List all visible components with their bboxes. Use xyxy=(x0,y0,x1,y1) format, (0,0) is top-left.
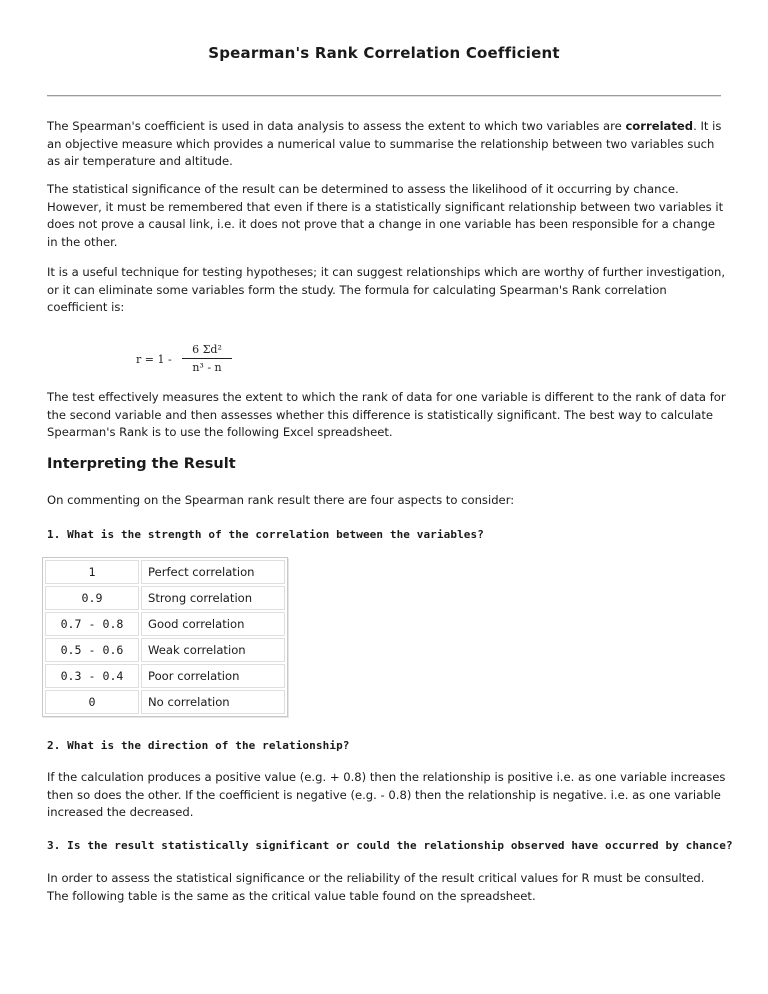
strength-description-cell: Weak correlation xyxy=(141,638,285,662)
question-2: 2. What is the direction of the relationship? xyxy=(47,739,350,752)
strength-value-cell: 0 xyxy=(45,690,139,714)
strength-description-cell: Poor correlation xyxy=(141,664,285,688)
section-heading: Interpreting the Result xyxy=(47,456,236,472)
intro-paragraph-3: It is a useful technique for testing hypotheses; it can suggest relationships which are worthy of further investigation, or it can eliminate some variables form the study. The formula for calculating Spearman's Rank correlation coefficient is: xyxy=(47,265,726,314)
direction-paragraph: If the calculation produces a positive value (e.g. + 0.8) then the relationship is positive i.e. as one variable increases then so does the other. If the coefficient is negative (e.g. - 0.8) then the relationship is negative. i.e. as one variable increased the decreased. xyxy=(47,770,726,819)
question-1: 1. What is the strength of the correlation between the variables? xyxy=(47,528,484,541)
table-row xyxy=(45,612,285,636)
method-paragraph: The test effectively measures the extent to which the rank of data for one variable is different to the rank of data for the second variable and then assesses whether this difference is statistically significant. The best way to calculate Spearman's Rank is to use the following Excel spreadsheet. xyxy=(47,390,726,439)
table-row xyxy=(45,664,285,688)
strength-value-cell: 1 xyxy=(45,560,139,584)
strength-value-cell: 0.7 - 0.8 xyxy=(45,612,139,636)
significance-paragraph: In order to assess the statistical significance or the reliability of the result critical values for R must be consulted. The following table is the same as the critical value table found on the spreadsheet. xyxy=(47,871,705,903)
table-row xyxy=(45,586,285,610)
intro-p1-bold: correlated xyxy=(625,119,694,133)
table-row xyxy=(45,690,285,714)
table-row xyxy=(45,560,285,584)
intro-p1-text-a: The Spearman's coefficient is used in data analysis to assess the extent to which two variables are xyxy=(47,119,626,133)
strength-value-cell: 0.9 xyxy=(45,586,139,610)
horizontal-rule xyxy=(47,95,721,97)
formula-lhs: r = 1 - xyxy=(136,353,172,366)
strength-value-cell: 0.3 - 0.4 xyxy=(45,664,139,688)
page-title: Spearman's Rank Correlation Coefficient xyxy=(208,44,560,62)
question-3: 3. Is the result statistically significant or could the relationship observed have occurred by chance? xyxy=(47,839,733,852)
strength-description-cell: Strong correlation xyxy=(141,586,285,610)
strength-value-cell: 0.5 - 0.6 xyxy=(45,638,139,662)
table-row xyxy=(45,638,285,662)
strength-table xyxy=(42,557,288,717)
formula-numerator: 6 Σd² xyxy=(192,343,222,356)
intro-p1-text-b: . It is an objective measure which provides a numerical value to summarise the relationship between two variables such as air temperature and altitude. xyxy=(47,119,722,168)
formula-denominator: n³ - n xyxy=(192,361,222,374)
intro-paragraph-1 xyxy=(47,118,727,171)
section-intro: On commenting on the Spearman rank result there are four aspects to consider: xyxy=(47,493,515,507)
strength-description-cell: Perfect correlation xyxy=(141,560,285,584)
strength-table-body xyxy=(45,560,285,714)
strength-description-cell: No correlation xyxy=(141,690,285,714)
strength-description-cell: Good correlation xyxy=(141,612,285,636)
intro-paragraph-2: The statistical significance of the result can be determined to assess the likelihood of it occurring by chance. However, it must be remembered that even if there is a statistically significant relationship between two variables it does not prove a causal link, i.e. it does not prove that a change in one variable has been responsible for a change in the other. xyxy=(47,182,724,249)
formula-fraction xyxy=(182,342,232,375)
fraction-bar xyxy=(182,358,232,359)
